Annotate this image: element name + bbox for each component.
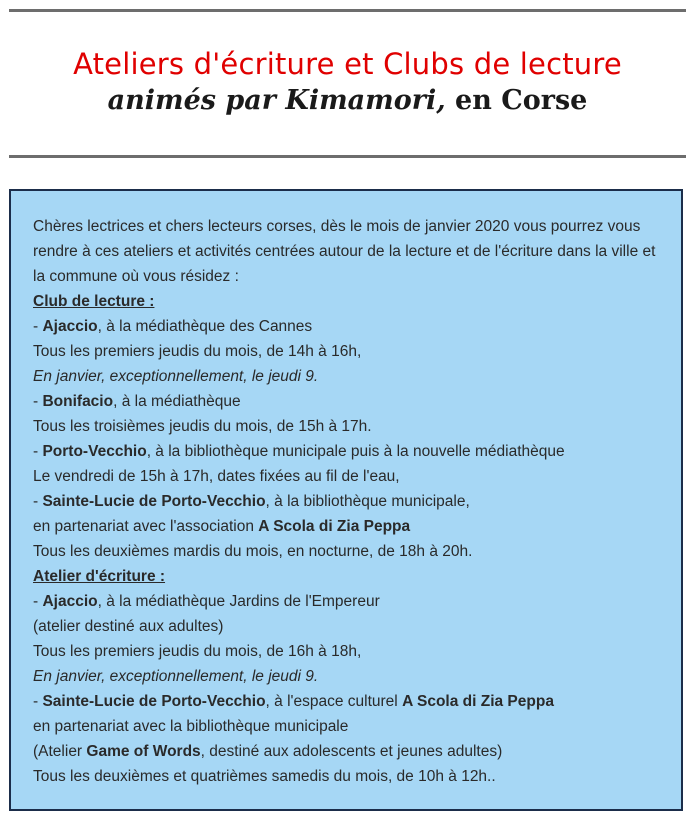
partner-prefix: en partenariat avec l'association bbox=[33, 518, 259, 535]
title-line-2-rest: en Corse bbox=[445, 85, 588, 116]
atelier-sainte-lucie-line bbox=[33, 689, 669, 714]
title-line-1: Ateliers d'écriture et Clubs de lecture bbox=[73, 47, 622, 81]
club-porto-vecchio-line bbox=[33, 439, 669, 464]
club-sainte-lucie-line bbox=[33, 489, 669, 514]
dash: - bbox=[33, 393, 43, 410]
intro-text: Chères lectrices et chers lecteurs corses, dès le mois de janvier 2020 vous pourrez vous rendre à ces ateliers et activités centrées autour de la lecture et de l'écriture dans la ville et la commune où vous résidez : bbox=[33, 218, 656, 285]
venue-text: , à la médiathèque bbox=[113, 393, 241, 410]
title-line-2-italic: animés par Kimamori, bbox=[107, 85, 446, 116]
club-sainte-lucie-partner bbox=[33, 514, 669, 539]
venue-name: A Scola di Zia Peppa bbox=[402, 693, 554, 710]
title-line-2 bbox=[0, 82, 695, 120]
venue-text: , à la médiathèque des Cannes bbox=[97, 318, 313, 335]
dash: - bbox=[33, 443, 43, 460]
venue-text: , à la bibliothèque municipale puis à la nouvelle médiathèque bbox=[146, 443, 565, 460]
atelier-sainte-lucie-audience bbox=[33, 739, 669, 764]
place-sainte-lucie: Sainte-Lucie de Porto-Vecchio bbox=[42, 493, 266, 510]
venue-text: , à la médiathèque Jardins de l'Empereur bbox=[97, 593, 380, 610]
audience-name: Game of Words bbox=[86, 743, 201, 760]
audience-prefix: (Atelier bbox=[33, 743, 87, 760]
atelier-ajaccio-schedule: Tous les premiers jeudis du mois, de 16h à 18h, bbox=[33, 643, 362, 660]
atelier-ajaccio-audience: (atelier destiné aux adultes) bbox=[33, 618, 224, 635]
audience-suffix: , destiné aux adolescents et jeunes adultes) bbox=[200, 743, 503, 760]
atelier-ajaccio-line bbox=[33, 589, 669, 614]
atelier-heading: Atelier d'écriture : bbox=[33, 568, 166, 585]
partner-name: A Scola di Zia Peppa bbox=[258, 518, 411, 535]
club-sainte-lucie-schedule: Tous les deuxièmes mardis du mois, en nocturne, de 18h à 20h. bbox=[33, 543, 473, 560]
dash: - bbox=[33, 493, 43, 510]
atelier-sainte-lucie-partner: en partenariat avec la bibliothèque municipale bbox=[33, 718, 349, 735]
place-sainte-lucie: Sainte-Lucie de Porto-Vecchio bbox=[42, 693, 266, 710]
club-ajaccio-schedule: Tous les premiers jeudis du mois, de 14h à 16h, bbox=[33, 343, 362, 360]
club-ajaccio-note: En janvier, exceptionnellement, le jeudi 9. bbox=[33, 368, 319, 385]
club-bonifacio-line bbox=[33, 389, 669, 414]
club-heading: Club de lecture : bbox=[33, 293, 155, 310]
page-title bbox=[0, 46, 695, 120]
club-porto-vecchio-schedule: Le vendredi de 15h à 17h, dates fixées au fil de l'eau, bbox=[33, 468, 400, 485]
club-ajaccio-line bbox=[33, 314, 669, 339]
club-bonifacio-schedule: Tous les troisièmes jeudis du mois, de 15h à 17h. bbox=[33, 418, 372, 435]
info-panel bbox=[9, 189, 683, 811]
venue-text: , à l'espace culturel bbox=[265, 693, 403, 710]
place-ajaccio: Ajaccio bbox=[42, 318, 98, 335]
atelier-sainte-lucie-schedule: Tous les deuxièmes et quatrièmes samedis du mois, de 10h à 12h.. bbox=[33, 768, 496, 785]
dash: - bbox=[33, 693, 43, 710]
place-porto-vecchio: Porto-Vecchio bbox=[42, 443, 147, 460]
place-ajaccio: Ajaccio bbox=[42, 593, 98, 610]
panel-content bbox=[33, 214, 669, 789]
venue-text: , à la bibliothèque municipale, bbox=[265, 493, 470, 510]
bottom-divider bbox=[9, 155, 686, 158]
dash: - bbox=[33, 593, 43, 610]
place-bonifacio: Bonifacio bbox=[42, 393, 114, 410]
atelier-ajaccio-note: En janvier, exceptionnellement, le jeudi 9. bbox=[33, 668, 319, 685]
dash: - bbox=[33, 318, 43, 335]
top-divider bbox=[9, 9, 686, 12]
